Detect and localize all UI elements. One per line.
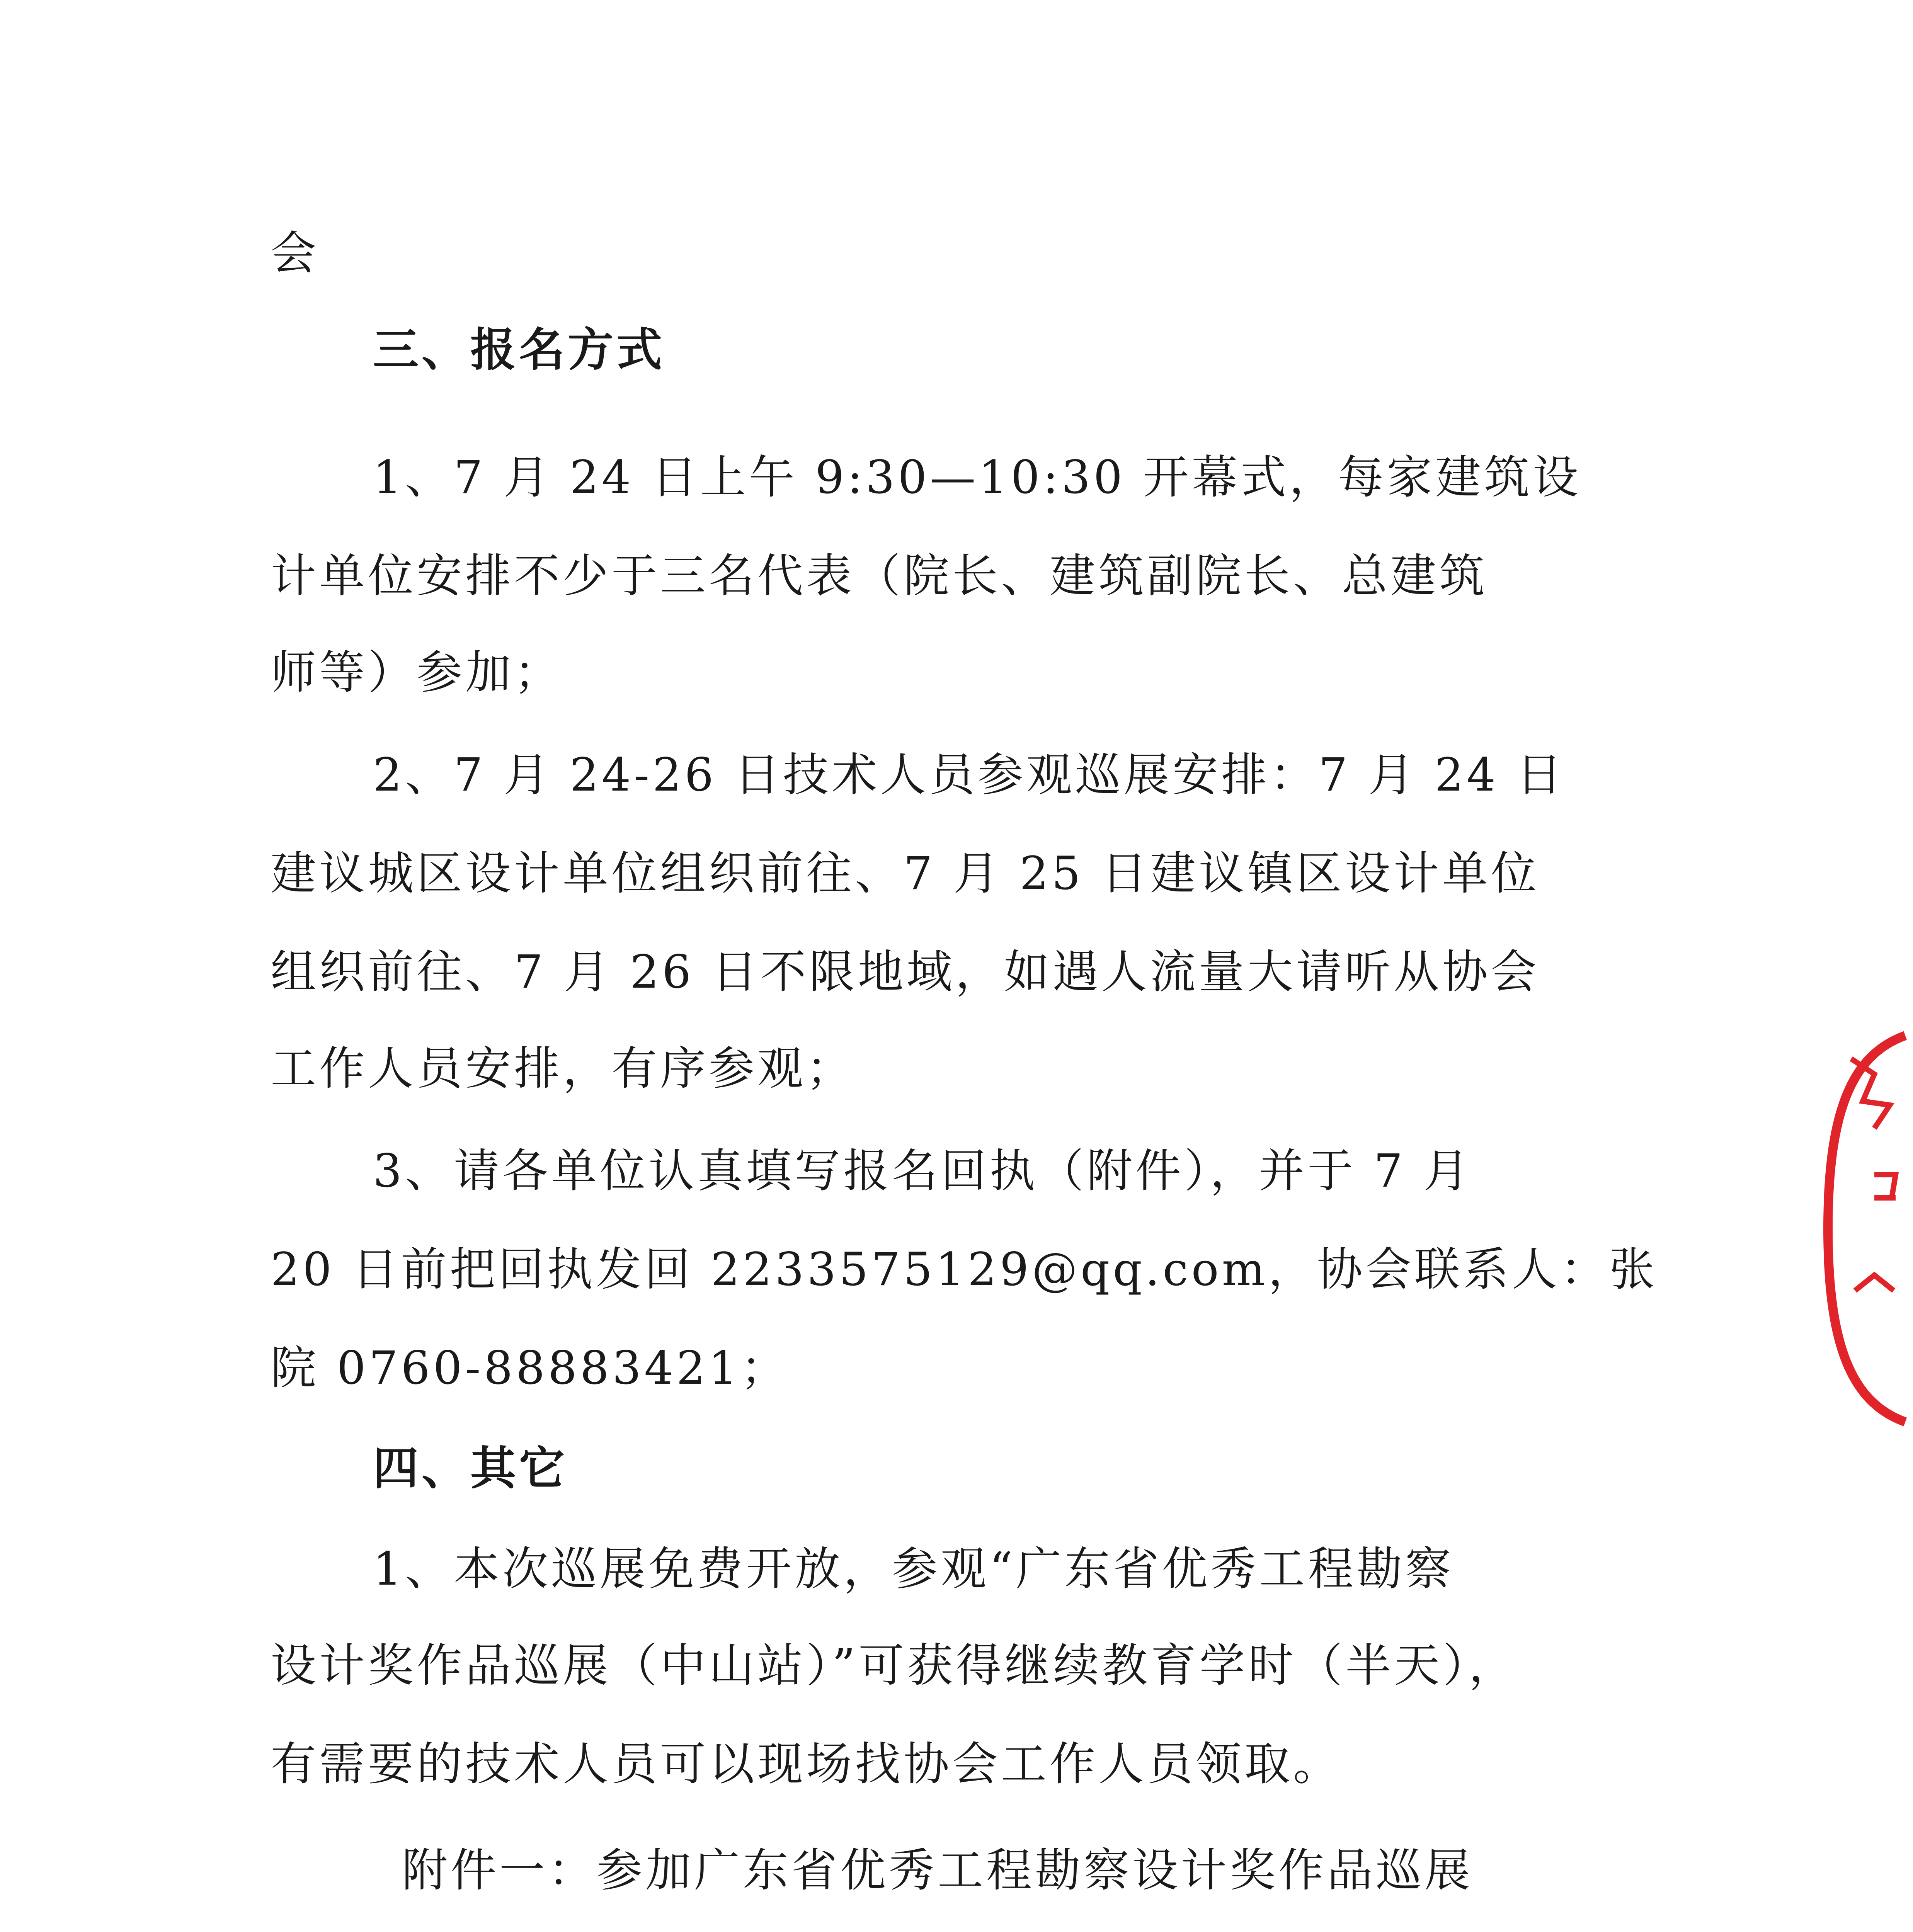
text-line: 1、7 月 24 日上午 9:30—10:30 开幕式，每家建筑设 (373, 451, 1581, 504)
text-line: 建议城区设计单位组织前往、7 月 25 日建议镇区设计单位 (271, 847, 1540, 900)
text-line: 会 (271, 226, 320, 280)
attachment-line: 附件一：参加广东省优秀工程勘察设计奖作品巡展 (402, 1844, 1474, 1897)
text-line: 计单位安排不少于三名代表（院长、建筑副院长、总建筑 (271, 549, 1488, 602)
text-line: 有需要的技术人员可以现场找协会工作人员领取。 (271, 1737, 1342, 1791)
text-line: 工作人员安排，有序参观； (271, 1042, 855, 1095)
section-heading: 三、报名方式 (373, 323, 665, 376)
text-line: 师等）参加； (271, 646, 563, 699)
side-seal-fragment (1816, 1012, 1913, 1445)
text-line: 3、请各单位认真填写报名回执（附件），并于 7 月 (373, 1144, 1472, 1197)
text-line: 20 日前把回执发回 2233575129@qq.com，协会联系人：张 (271, 1243, 1658, 1296)
text-line: 2、7 月 24-26 日技术人员参观巡展安排：7 月 24 日 (373, 748, 1565, 801)
text-line: 院 0760-88883421； (271, 1341, 790, 1395)
text-line: 1、本次巡展免费开放，参观“广东省优秀工程勘察 (373, 1542, 1454, 1595)
section-heading: 四、其它 (373, 1441, 568, 1495)
text-line: 组织前往、7 月 26 日不限地域，如遇人流量大请听从协会 (271, 945, 1540, 998)
text-line: 设计奖作品巡展（中山站）”可获得继续教育学时（半天）， (271, 1639, 1518, 1692)
